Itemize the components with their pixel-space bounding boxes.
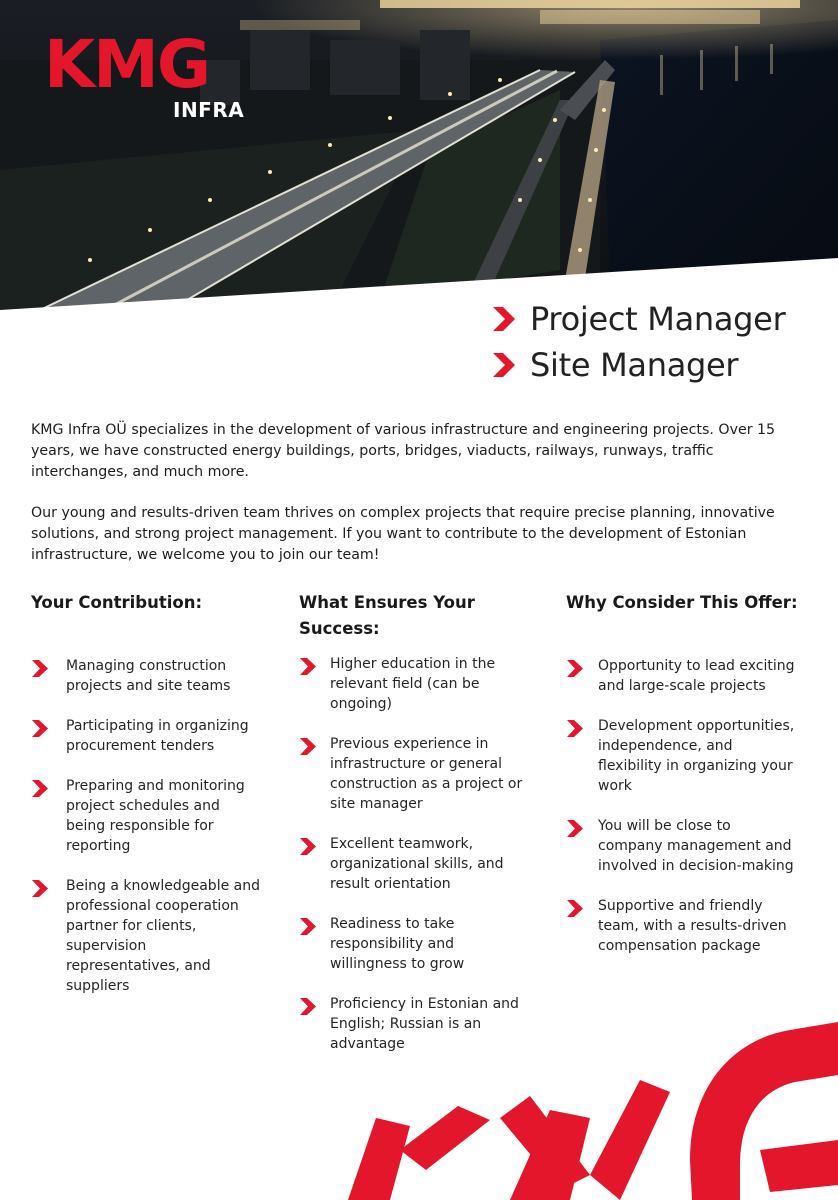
- chevron-right-icon: [31, 880, 49, 897]
- bullet-list: [566, 656, 816, 956]
- decorative-logo-mark: [340, 1000, 838, 1200]
- list-item: [566, 816, 816, 876]
- logo-subtitle: INFRA: [173, 98, 245, 122]
- list-item-text: Opportunity to lead exciting and large-scale projects: [598, 658, 795, 694]
- chevron-right-icon: [31, 720, 49, 737]
- list-item-text: Higher education in the relevant field (can be ongoing): [330, 656, 496, 712]
- list-item-text: Excellent teamwork, organizational skills, and result orientation: [330, 836, 504, 892]
- chevron-right-icon: [31, 660, 49, 677]
- column-offer: [566, 590, 816, 976]
- list-item: [299, 914, 539, 974]
- job-title-site-manager: [490, 342, 785, 388]
- list-item: [566, 716, 816, 796]
- intro-paragraph-2: Our young and results-driven team thrives on complex projects that require precise planning, innovative solutions, and strong project management. If you want to contribute to the development of Estonian infrastructure, we welcome you to join our team!: [31, 505, 775, 563]
- list-item: [299, 834, 539, 894]
- chevron-right-icon: [566, 820, 584, 837]
- list-item-text: Supportive and friendly team, with a results-driven compensation package: [598, 898, 787, 954]
- column-heading: Your Contribution:: [31, 593, 203, 612]
- list-item-text: Development opportunities, independence, and flexibility in organizing your work: [598, 718, 795, 794]
- chevron-right-icon: [299, 738, 317, 755]
- job-title-project-manager: [490, 296, 785, 342]
- list-item: [566, 656, 816, 696]
- list-item: [31, 716, 271, 756]
- chevron-right-icon: [490, 352, 518, 378]
- company-logo: [30, 22, 250, 132]
- list-item-text: Proficiency in Estonian and English; Russian is an advantage: [330, 996, 519, 1052]
- column-heading: What Ensures Your Success:: [299, 593, 475, 638]
- chevron-right-icon: [299, 838, 317, 855]
- list-item: [566, 896, 816, 956]
- list-item: [299, 654, 539, 714]
- list-item: [31, 776, 271, 856]
- intro-paragraph-1: KMG Infra OÜ specializes in the development of various infrastructure and engineering projects. Over 15 years, we have constructed energy buildings, ports, bridges, viaducts, railways, runways, traffic interchanges, and much more.: [31, 422, 776, 480]
- column-contribution: [31, 590, 271, 1016]
- logo-wordmark: KMG: [44, 26, 209, 103]
- bullet-list: [31, 656, 271, 996]
- chevron-right-icon: [299, 658, 317, 675]
- chevron-right-icon: [566, 720, 584, 737]
- list-item-text: Managing construction projects and site teams: [66, 658, 231, 694]
- list-item-text: You will be close to company management and involved in decision-making: [598, 818, 794, 874]
- chevron-right-icon: [31, 780, 49, 797]
- list-item: [31, 876, 271, 996]
- column-heading: Why Consider This Offer:: [566, 593, 798, 612]
- list-item-text: Readiness to take responsibility and willingness to grow: [330, 916, 465, 972]
- list-item-text: Being a knowledgeable and professional cooperation partner for clients, supervision representatives, and suppliers: [66, 878, 260, 994]
- list-item: [299, 734, 539, 814]
- chevron-right-icon: [566, 660, 584, 677]
- list-item-text: Preparing and monitoring project schedules and being responsible for reporting: [66, 778, 245, 854]
- bullet-list: [299, 654, 539, 1054]
- chevron-right-icon: [490, 306, 518, 332]
- list-item: [31, 656, 271, 696]
- job-title-label: Site Manager: [530, 346, 739, 384]
- chevron-right-icon: [299, 998, 317, 1015]
- list-item-text: Previous experience in infrastructure or general construction as a project or site manager: [330, 736, 523, 812]
- hero-image: [0, 0, 838, 310]
- list-item-text: Participating in organizing procurement tenders: [66, 718, 249, 754]
- job-title-label: Project Manager: [530, 300, 786, 338]
- chevron-right-icon: [299, 918, 317, 935]
- intro-text: [31, 420, 806, 586]
- job-titles: [490, 296, 785, 388]
- chevron-right-icon: [566, 900, 584, 917]
